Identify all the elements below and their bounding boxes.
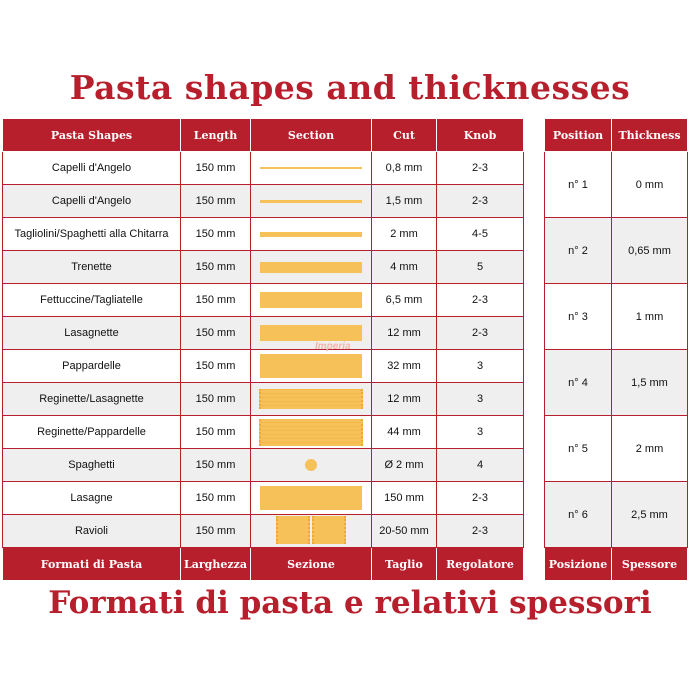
pasta-section-bar bbox=[260, 200, 362, 203]
position-cell: n° 6 bbox=[545, 482, 612, 548]
section-cell bbox=[251, 251, 372, 284]
section-cell bbox=[251, 284, 372, 317]
thickness-row bbox=[545, 350, 688, 416]
cut-cell: 32 mm bbox=[372, 350, 437, 383]
table-row bbox=[3, 284, 524, 317]
cut-cell: 44 mm bbox=[372, 416, 437, 449]
section-cell bbox=[251, 218, 372, 251]
header-knob: Knob bbox=[437, 119, 524, 152]
position-cell: n° 5 bbox=[545, 416, 612, 482]
pasta-section-bar bbox=[260, 232, 362, 237]
thickness-cell: 0 mm bbox=[612, 152, 688, 218]
table-row bbox=[3, 350, 524, 383]
table-row bbox=[3, 185, 524, 218]
length-cell: 150 mm bbox=[181, 482, 251, 515]
header-section: Section bbox=[251, 119, 372, 152]
knob-cell: 2-3 bbox=[437, 317, 524, 350]
position-cell: n° 1 bbox=[545, 152, 612, 218]
length-cell: 150 mm bbox=[181, 185, 251, 218]
cut-cell: Ø 2 mm bbox=[372, 449, 437, 482]
pasta-shape-cell: Spaghetti bbox=[3, 449, 181, 482]
knob-cell: 2-3 bbox=[437, 284, 524, 317]
knob-cell: 3 bbox=[437, 416, 524, 449]
thickness-cell: 2 mm bbox=[612, 416, 688, 482]
table-row bbox=[3, 218, 524, 251]
section-cell bbox=[251, 152, 372, 185]
knob-cell: 4-5 bbox=[437, 218, 524, 251]
length-cell: 150 mm bbox=[181, 152, 251, 185]
watermark-logo: Imperia bbox=[315, 341, 351, 352]
knob-cell: 5 bbox=[437, 251, 524, 284]
thickness-cell: 0,65 mm bbox=[612, 218, 688, 284]
table-row bbox=[3, 515, 524, 548]
thickness-row bbox=[545, 284, 688, 350]
length-cell: 150 mm bbox=[181, 317, 251, 350]
knob-cell: 3 bbox=[437, 350, 524, 383]
section-cell bbox=[251, 416, 372, 449]
length-cell: 150 mm bbox=[181, 416, 251, 449]
pasta-section-bar bbox=[260, 354, 362, 378]
header-thickness: Thickness bbox=[612, 119, 688, 152]
section-cell bbox=[251, 482, 372, 515]
table-footer-row bbox=[3, 548, 524, 581]
header-length: Length bbox=[181, 119, 251, 152]
footer-spessore: Spessore bbox=[612, 548, 688, 581]
cut-cell: 150 mm bbox=[372, 482, 437, 515]
cut-cell: 20-50 mm bbox=[372, 515, 437, 548]
header-cut: Cut bbox=[372, 119, 437, 152]
pasta-shapes-table bbox=[2, 118, 524, 581]
position-cell: n° 3 bbox=[545, 284, 612, 350]
cut-cell: 12 mm bbox=[372, 317, 437, 350]
footer-regolatore: Regolatore bbox=[437, 548, 524, 581]
pasta-section-bar bbox=[259, 389, 363, 409]
cut-cell: 12 mm bbox=[372, 383, 437, 416]
length-cell: 150 mm bbox=[181, 515, 251, 548]
section-cell bbox=[251, 317, 372, 350]
table-row bbox=[3, 251, 524, 284]
pasta-shape-cell: Lasagne bbox=[3, 482, 181, 515]
table-row bbox=[3, 152, 524, 185]
position-cell: n° 2 bbox=[545, 218, 612, 284]
footer-larghezza: Larghezza bbox=[181, 548, 251, 581]
pasta-section-bar bbox=[260, 167, 362, 169]
thickness-row bbox=[545, 416, 688, 482]
section-cell bbox=[251, 185, 372, 218]
table-row bbox=[3, 383, 524, 416]
thickness-cell: 2,5 mm bbox=[612, 482, 688, 548]
pasta-shape-cell: Lasagnette bbox=[3, 317, 181, 350]
side-header-row bbox=[545, 119, 688, 152]
pasta-shape-cell: Capelli d'Angelo bbox=[3, 152, 181, 185]
footer-posizione: Posizione bbox=[545, 548, 612, 581]
knob-cell: 4 bbox=[437, 449, 524, 482]
page-subtitle: Formati di pasta e relativi spessori bbox=[48, 585, 652, 621]
length-cell: 150 mm bbox=[181, 350, 251, 383]
pasta-shape-cell: Pappardelle bbox=[3, 350, 181, 383]
side-footer-row bbox=[545, 548, 688, 581]
table-row bbox=[3, 317, 524, 350]
pasta-section-bar bbox=[260, 262, 362, 273]
position-cell: n° 4 bbox=[545, 350, 612, 416]
thickness-cell: 1,5 mm bbox=[612, 350, 688, 416]
thickness-table bbox=[544, 118, 688, 581]
section-cell bbox=[251, 383, 372, 416]
footer-formati: Formati di Pasta bbox=[3, 548, 181, 581]
cut-cell: 1,5 mm bbox=[372, 185, 437, 218]
length-cell: 150 mm bbox=[181, 284, 251, 317]
table-header-row bbox=[3, 119, 524, 152]
footer-taglio: Taglio bbox=[372, 548, 437, 581]
thickness-cell: 1 mm bbox=[612, 284, 688, 350]
pasta-section-bar bbox=[260, 325, 362, 341]
pasta-shape-cell: Fettuccine/Tagliatelle bbox=[3, 284, 181, 317]
pasta-shape-cell: Reginette/Lasagnette bbox=[3, 383, 181, 416]
ravioli-section-shape bbox=[275, 516, 347, 547]
table-row bbox=[3, 416, 524, 449]
pasta-shape-cell: Reginette/Pappardelle bbox=[3, 416, 181, 449]
knob-cell: 3 bbox=[437, 383, 524, 416]
length-cell: 150 mm bbox=[181, 449, 251, 482]
pasta-section-bar bbox=[260, 292, 362, 308]
pasta-section-bar bbox=[259, 419, 363, 446]
spaghetti-section-dot bbox=[305, 459, 317, 471]
knob-cell: 2-3 bbox=[437, 515, 524, 548]
pasta-shape-cell: Capelli d'Angelo bbox=[3, 185, 181, 218]
thickness-row bbox=[545, 218, 688, 284]
pasta-shape-cell: Trenette bbox=[3, 251, 181, 284]
length-cell: 150 mm bbox=[181, 383, 251, 416]
section-cell bbox=[251, 515, 372, 548]
header-position: Position bbox=[545, 119, 612, 152]
section-cell bbox=[251, 449, 372, 482]
table-row bbox=[3, 482, 524, 515]
pasta-shape-cell: Ravioli bbox=[3, 515, 181, 548]
knob-cell: 2-3 bbox=[437, 152, 524, 185]
knob-cell: 2-3 bbox=[437, 482, 524, 515]
thickness-row bbox=[545, 482, 688, 548]
cut-cell: 4 mm bbox=[372, 251, 437, 284]
cut-cell: 6,5 mm bbox=[372, 284, 437, 317]
cut-cell: 0,8 mm bbox=[372, 152, 437, 185]
pasta-shape-cell: Tagliolini/Spaghetti alla Chitarra bbox=[3, 218, 181, 251]
header-pasta-shapes: Pasta Shapes bbox=[3, 119, 181, 152]
section-cell bbox=[251, 350, 372, 383]
length-cell: 150 mm bbox=[181, 218, 251, 251]
knob-cell: 2-3 bbox=[437, 185, 524, 218]
table-row bbox=[3, 449, 524, 482]
cut-cell: 2 mm bbox=[372, 218, 437, 251]
pasta-section-bar bbox=[260, 486, 362, 510]
length-cell: 150 mm bbox=[181, 251, 251, 284]
footer-sezione: Sezione bbox=[251, 548, 372, 581]
thickness-row bbox=[545, 152, 688, 218]
page-title: Pasta shapes and thicknesses bbox=[69, 68, 631, 107]
